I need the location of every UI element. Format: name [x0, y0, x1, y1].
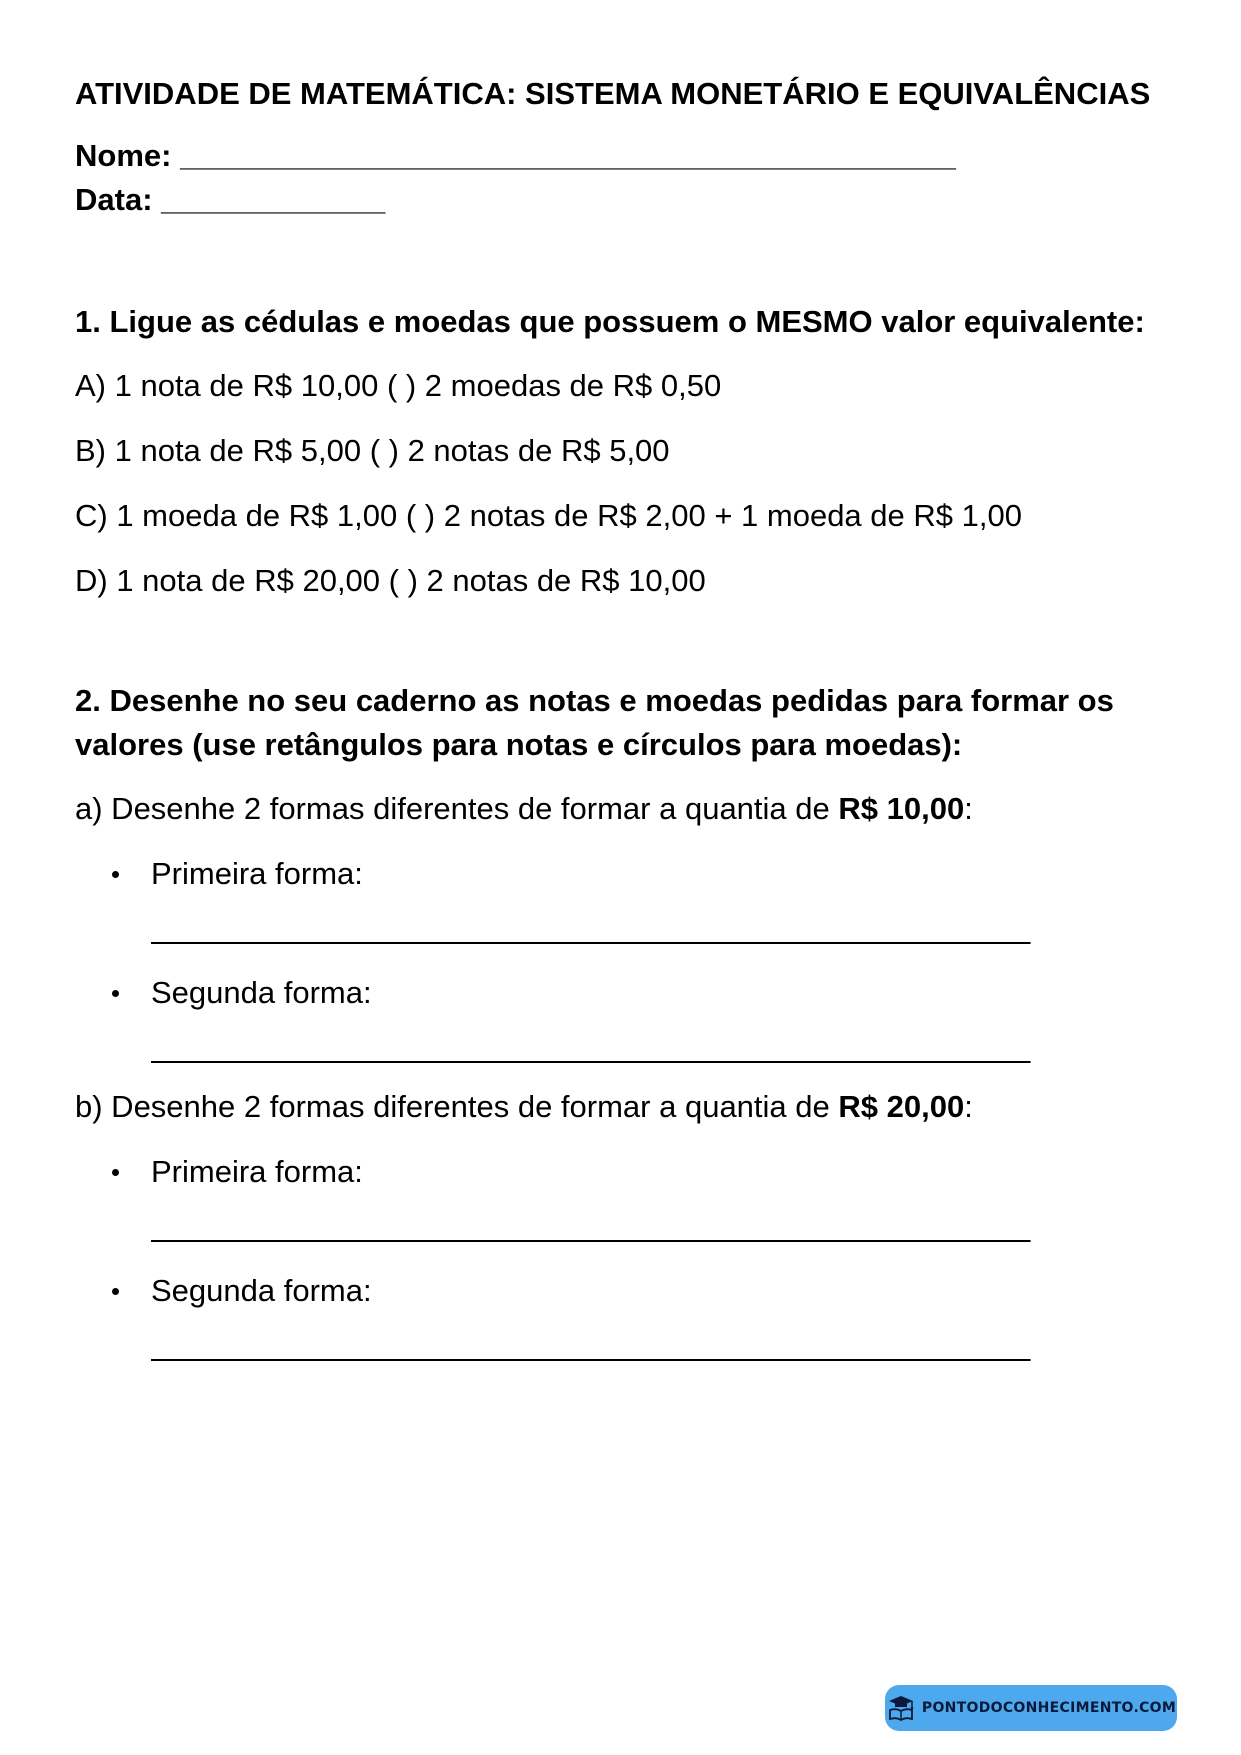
question-1-option-b: B) 1 nota de R$ 5,00 ( ) 2 notas de R$ 5,00 — [75, 433, 670, 468]
question-2 — [75, 679, 1175, 1367]
answer-blank: ___________________________________________________ — [151, 1208, 1031, 1243]
answer-blank: ___________________________________________________ — [151, 1029, 1031, 1064]
worksheet-page — [75, 72, 1175, 1367]
bullet-dot-icon — [112, 871, 119, 878]
name-field — [75, 134, 1175, 178]
graduation-cap-book-icon — [886, 1693, 916, 1723]
bullet-dot-icon — [112, 990, 119, 997]
part-a-amount: R$ 10,00 — [838, 791, 965, 826]
bullet-label: Segunda forma: — [151, 1273, 372, 1308]
question-1-option-d: D) 1 nota de R$ 20,00 ( ) 2 notas de R$ 10,00 — [75, 563, 706, 598]
site-brand-badge[interactable] — [885, 1685, 1177, 1731]
question-2-part-a — [75, 787, 1175, 831]
part-b-amount: R$ 20,00 — [838, 1089, 965, 1124]
question-2-part-b — [75, 1085, 1175, 1129]
date-field — [75, 178, 1175, 222]
question-2-title: 2. Desenhe no seu caderno as notas e moedas pedidas para formar os valores (use retângulos para notas e círculos para moedas): — [75, 683, 1114, 762]
part-b-suffix: : — [964, 1089, 973, 1124]
name-label: Nome: — [75, 138, 172, 173]
list-item — [75, 852, 1175, 950]
part-a-suffix: : — [964, 791, 973, 826]
site-brand-text: PONTODOCONHECIMENTO.COM — [921, 1700, 1177, 1716]
part-b-bullets — [75, 1150, 1175, 1367]
question-1-option-c: C) 1 moeda de R$ 1,00 ( ) 2 notas de R$ 2,00 + 1 moeda de R$ 1,00 — [75, 498, 1022, 533]
part-a-bullets — [75, 852, 1175, 1069]
student-fields — [75, 134, 1175, 222]
name-blank: _____________________________________________ — [180, 138, 956, 173]
bullet-label: Primeira forma: — [151, 1154, 363, 1189]
part-a-prefix: a) Desenhe 2 formas diferentes de formar a quantia de — [75, 791, 839, 826]
list-item — [75, 971, 1175, 1069]
answer-blank: ___________________________________________________ — [151, 1327, 1031, 1362]
question-1-title: 1. Ligue as cédulas e moedas que possuem o MESMO valor equivalente: — [75, 304, 1145, 339]
bullet-label: Segunda forma: — [151, 975, 372, 1010]
date-blank: _____________ — [161, 182, 386, 217]
list-item — [75, 1269, 1175, 1367]
question-1 — [75, 300, 1175, 603]
bullet-dot-icon — [112, 1288, 119, 1295]
date-label: Data: — [75, 182, 153, 217]
list-item — [75, 1150, 1175, 1248]
question-1-option-a: A) 1 nota de R$ 10,00 ( ) 2 moedas de R$ 0,50 — [75, 368, 722, 403]
bullet-dot-icon — [112, 1169, 119, 1176]
bullet-label: Primeira forma: — [151, 856, 363, 891]
answer-blank: ___________________________________________________ — [151, 910, 1031, 945]
worksheet-title: ATIVIDADE DE MATEMÁTICA: SISTEMA MONETÁRIO E EQUIVALÊNCIAS — [75, 76, 1151, 111]
part-b-prefix: b) Desenhe 2 formas diferentes de formar a quantia de — [75, 1089, 839, 1124]
